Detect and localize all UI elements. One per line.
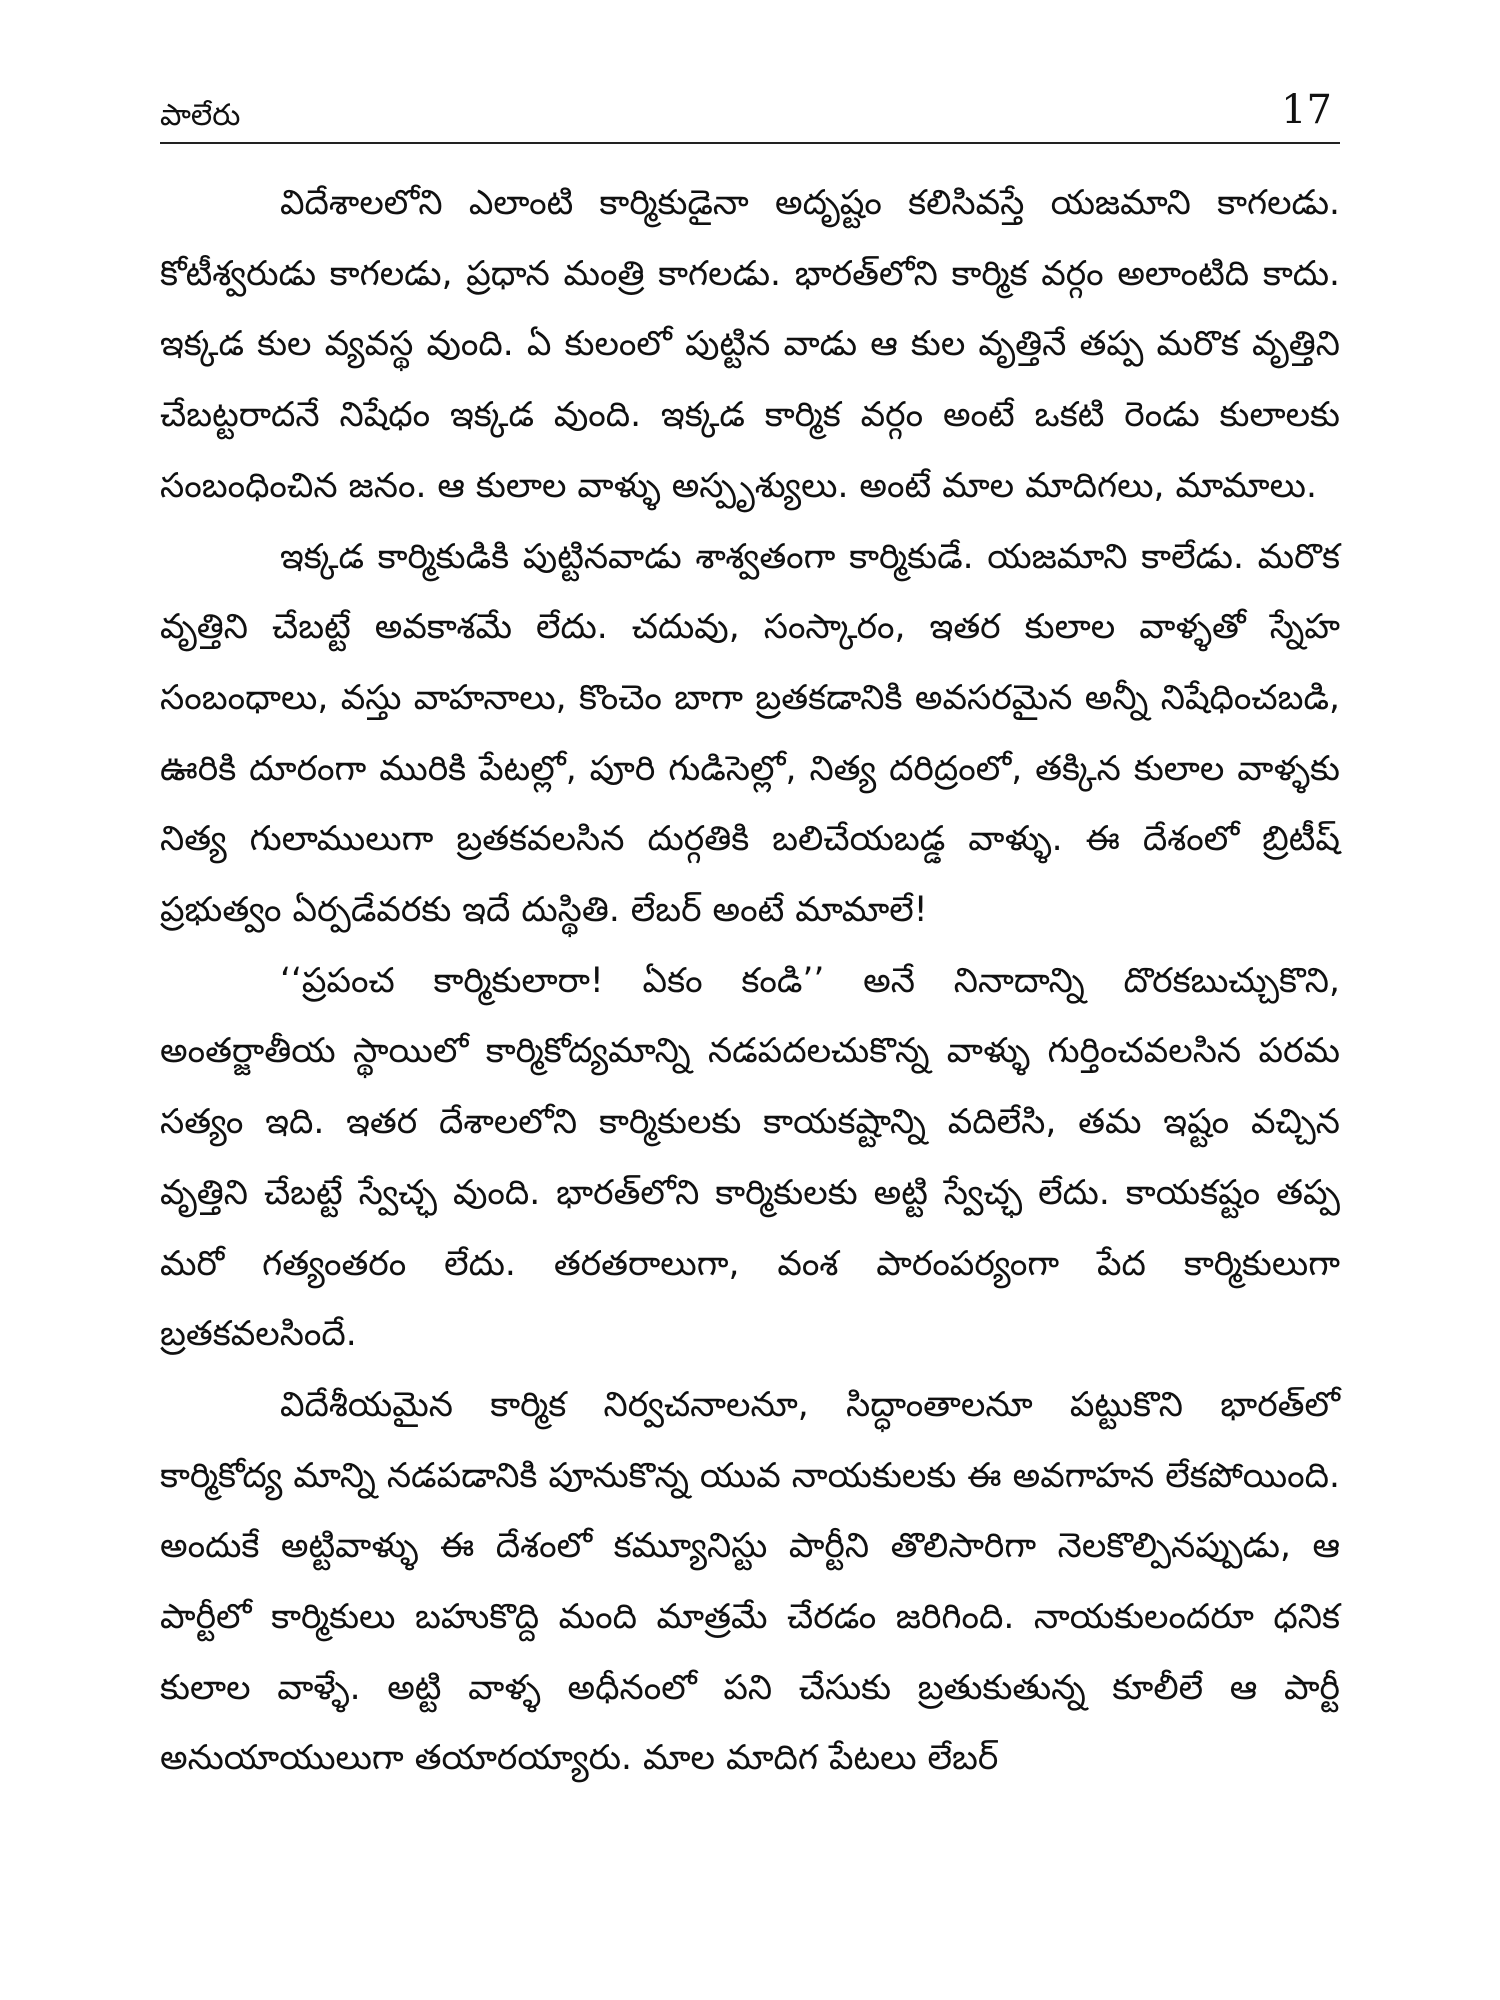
- page-body-text: [160, 168, 1340, 1794]
- paragraph-1: విదేశాలలోని ఎలాంటి కార్మికుడైనా అదృష్టం కలిసివస్తే యజమాని కాగలడు. కోటీశ్వరుడు కాగలడు, ప్రధాన మంత్రి కాగలడు. భారత్‌లోని కార్మిక వర్గం అలాంటిది కాదు. ఇక్కడ కుల వ్యవస్థ వుంది. ఏ కులంలో పుట్టిన వాడు ఆ కుల వృత్తినే తప్ప మరొక వృత్తిని చేబట్టరాదనే నిషేధం ఇక్కడ వుంది. ఇక్కడ కార్మిక వర్గం అంటే ఒకటి రెండు కులాలకు సంబంధించిన జనం. ఆ కులాల వాళ్ళు అస్పృశ్యులు. అంటే మాల మాదిగలు, మామాలు.: [160, 183, 1340, 506]
- page-header: [160, 82, 1340, 144]
- running-head: పాలేరు: [160, 98, 241, 133]
- paragraph-2: ఇక్కడ కార్మికుడికి పుట్టినవాడు శాశ్వతంగా కార్మికుడే. యజమాని కాలేడు. మరొక వృత్తిని చేబట్టే అవకాశమే లేదు. చదువు, సంస్కారం, ఇతర కులాల వాళ్ళతో స్నేహ సంబంధాలు, వస్తు వాహనాలు, కొంచెం బాగా బ్రతకడానికి అవసరమైన అన్నీ నిషేధించబడి, ఊరికి దూరంగా మురికి పేటల్లో, పూరి గుడిసెల్లో, నిత్య దరిద్రంలో, తక్కిన కులాల వాళ్ళకు నిత్య గులాములుగా బ్రతకవలసిన దుర్గతికి బలిచేయబడ్డ వాళ్ళు. ఈ దేశంలో బ్రిటీష్ ప్రభుత్వం ఏర్పడేవరకు ఇదే దుస్థితి. లేబర్ అంటే మామాలే!: [160, 536, 1340, 931]
- paragraph-3: ‘‘ప్రపంచ కార్మికులారా! ఏకం కండి’’ అనే నినాదాన్ని దొరకబుచ్చుకొని, అంతర్జాతీయ స్థాయిలో కార్మికోద్యమాన్ని నడపదలచుకొన్న వాళ్ళు గుర్తించవలసిన పరమ సత్యం ఇది. ఇతర దేశాలలోని కార్మికులకు కాయకష్టాన్ని వదిలేసి, తమ ఇష్టం వచ్చిన వృత్తిని చేబట్టే స్వేచ్ఛ వుంది. భారత్‌లోని కార్మికులకు అట్టి స్వేచ్ఛ లేదు. కాయకష్టం తప్ప మరో గత్యంతరం లేదు. తరతరాలుగా, వంశ పారంపర్యంగా పేద కార్మికులుగా బ్రతకవలసిందే.: [160, 960, 1340, 1355]
- page-number: 17: [1281, 87, 1332, 133]
- paragraph-4: విదేశీయమైన కార్మిక నిర్వచనాలనూ, సిద్ధాంతాలనూ పట్టుకొని భారత్‌లో కార్మికోద్య మాన్ని నడపడానికి పూనుకొన్న యువ నాయకులకు ఈ అవగాహన లేకపోయింది. అందుకే అట్టివాళ్ళు ఈ దేశంలో కమ్యూనిస్టు పార్టీని తొలిసారిగా నెలకొల్పినప్పుడు, ఆ పార్టీలో కార్మికులు బహుకొద్ది మంది మాత్రమే చేరడం జరిగింది. నాయకులందరూ ధనిక కులాల వాళ్ళే. అట్టి వాళ్ళ అధీనంలో పని చేసుకు బ్రతుకుతున్న కూలీలే ఆ పార్టీ అనుయాయులుగా తయారయ్యారు. మాల మాదిగ పేటలు లేబర్: [160, 1384, 1340, 1779]
